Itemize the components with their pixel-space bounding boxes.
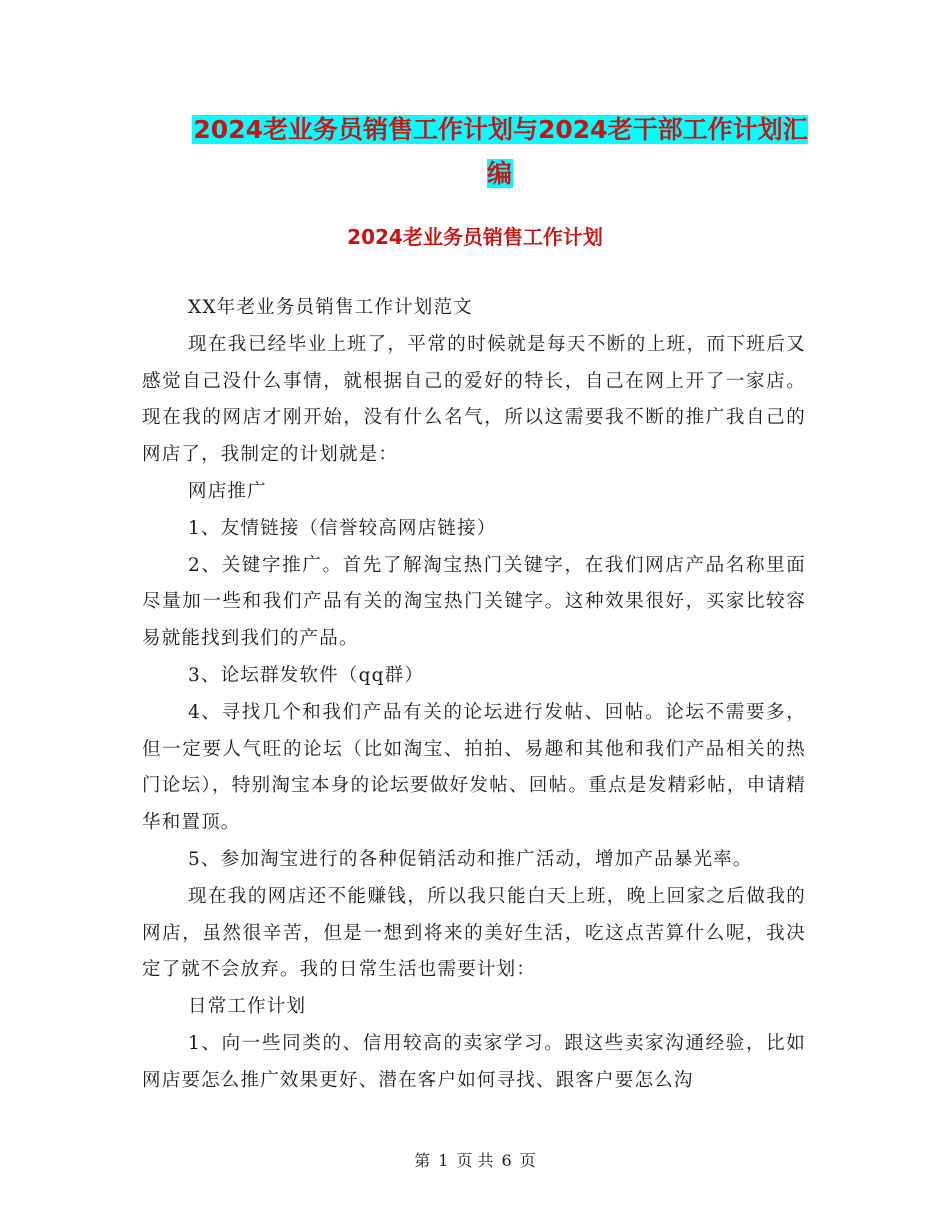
paragraph: 网店推广 — [188, 480, 267, 502]
current-page-number: 1 — [438, 1151, 449, 1170]
document-body — [142, 290, 806, 1100]
page-label-suffix: 页 — [519, 1151, 536, 1170]
document-title-text: 2024老业务员销售工作计划与2024老干部工作计划汇编 — [193, 115, 808, 188]
paragraph: 1、友情链接（信誉较高网店链接） — [188, 517, 497, 539]
total-pages-number: 6 — [501, 1151, 512, 1170]
paragraph: 现在我已经毕业上班了，平常的时候就是每天不断的上班，而下班后又感觉自己没什么事情，就根据自己的爱好的特长，自己在网上开了一家店。现在我的网店才刚开始，没有什么名气，所以这需要我不断的推广我自己的网店了，我制定的计划就是： — [142, 333, 806, 466]
paragraph: 4、寻找几个和我们产品有关的论坛进行发帖、回帖。论坛不需要多，但一定要人气旺的论坛（比如淘宝、拍拍、易趣和其他和我们产品相关的热门论坛），特别淘宝本身的论坛要做好发帖、回帖。重点是发精彩帖，申请精华和置顶。 — [142, 701, 806, 834]
document-title — [188, 108, 812, 196]
section-title: 2024老业务员销售工作计划 — [347, 225, 603, 249]
paragraph: 2、关键字推广。首先了解淘宝热门关键字，在我们网店产品名称里面尽量加一些和我们产品有关的淘宝热门关键字。这种效果很好，买家比较容易就能找到我们的产品。 — [142, 554, 806, 650]
paragraph: 日常工作计划 — [188, 996, 307, 1018]
page-label-prefix: 第 — [414, 1151, 431, 1170]
paragraph: 1、向一些同类的、信用较高的卖家学习。跟这些卖家沟通经验，比如网店要怎么推广效果更好、潜在客户如何寻找、跟客户要怎么沟 — [142, 1032, 806, 1091]
paragraph: 3、论坛群发软件（qq群） — [188, 664, 425, 686]
paragraph: XX年老业务员销售工作计划范文 — [188, 297, 473, 318]
paragraph: 现在我的网店还不能赚钱，所以我只能白天上班，晚上回家之后做我的网店，虽然很辛苦，但是一想到将来的美好生活，吃这点苦算什么呢，我决定了就不会放弃。我的日常生活也需要计划： — [142, 885, 806, 981]
page-footer — [0, 1150, 950, 1172]
paragraph: 5、参加淘宝进行的各种促销活动和推广活动，增加产品暴光率。 — [188, 848, 753, 870]
page-label-mid: 页 共 — [456, 1151, 494, 1170]
